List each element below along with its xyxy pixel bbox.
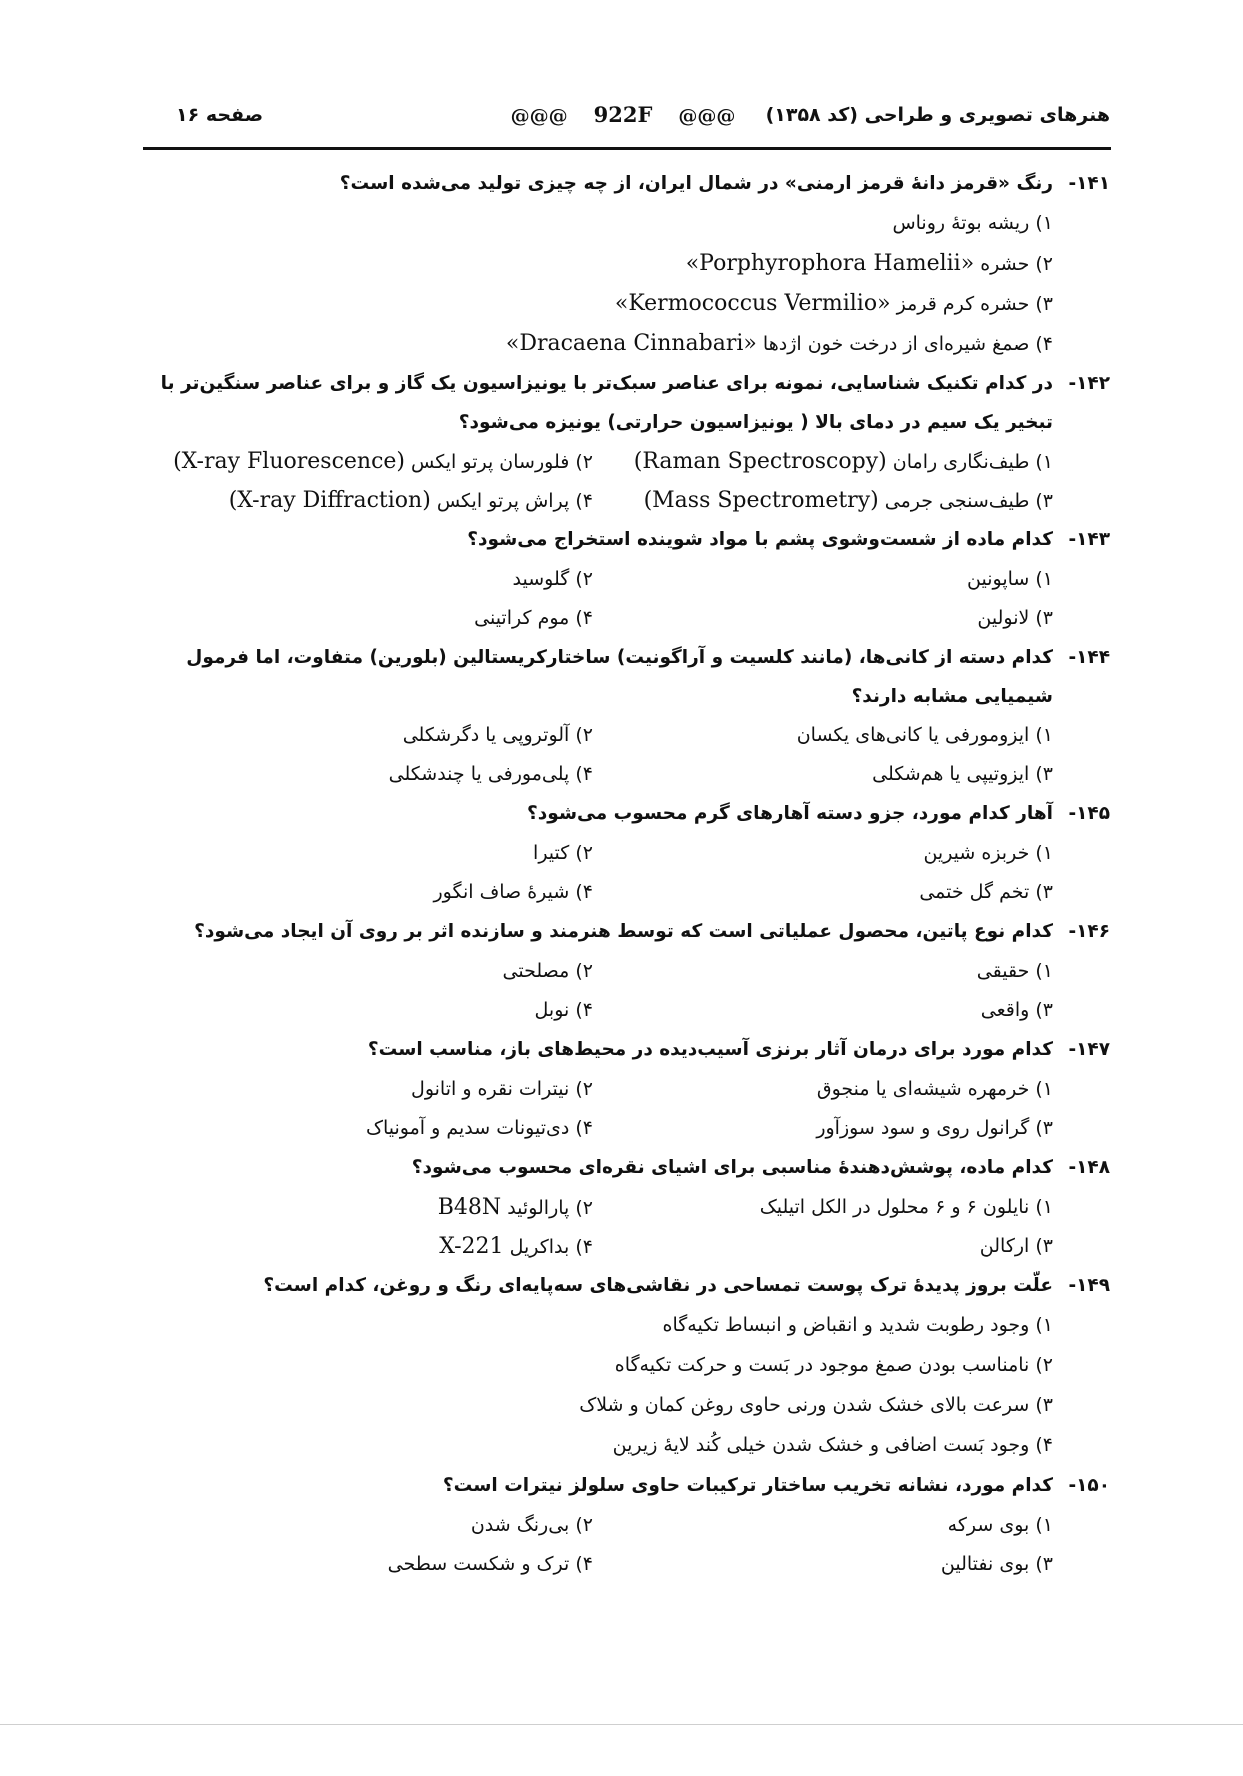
question-text: در کدام تکنیک شناسایی، نمونه برای عناصر سبک‌تر با یونیزاسیون یک گاز و برای عناصر سنگین‌تر با تبخیر یک سیم در دمای بالا ( یونیزاسیون حرارتی) یونیزه می‌شود؟ [160,373,1053,433]
question-number: ۱۴۱- [1068,173,1110,194]
option-2 [173,442,593,481]
question-number: ۱۵۰- [1068,1475,1110,1496]
option-2: ۲) گلوسید [512,568,593,590]
option-3: ۳) تخم گل ختمی [919,881,1053,903]
question-number: ۱۴۴- [1068,647,1110,668]
question-144 [125,638,1110,794]
question-text: رنگ «قرمز دانهٔ قرمز ارمنی» در شمال ایران، از چه چیزی تولید می‌شده است؟ [339,173,1053,194]
question-148 [125,1148,1110,1266]
option-2 [173,1188,593,1227]
option-list [125,442,1110,520]
option-3 [125,284,1053,324]
option-4: ۴) موم کراتینی [474,607,593,629]
option-3: ۳) ایزوتیپی یا هم‌شکلی [872,763,1053,785]
question-147 [125,1030,1110,1148]
option-1 [593,1188,1053,1227]
option-4: ۴) پلی‌مورفی یا چندشکلی [388,763,593,785]
option-1: ۱) حقیقی [976,960,1053,982]
marks-left: @@@ [510,105,568,127]
question-number: ۱۴۸- [1068,1157,1110,1178]
option-list [125,716,1110,794]
option-latin-term: (X-ray Fluorescence) [173,449,406,474]
option-list [125,834,1110,912]
question-list [125,164,1110,1584]
option-4: ۴) وجود بَست اضافی و خشک شدن خیلی کُند لایهٔ زیرین [612,1434,1053,1456]
option-3 [593,1227,1053,1266]
option-list [125,560,1110,638]
option-2: ۲) نامناسب بودن صمغ موجود در بَست و حرکت تکیه‌گاه [614,1354,1053,1376]
option-4: ۴) نوبل [534,999,593,1021]
exam-code: 922F [593,102,653,127]
option-2: ۲) نیترات نقره و اتانول [411,1078,593,1100]
option-latin-term: «Porphyrophora Hamelii» [685,251,975,276]
option-1 [593,442,1053,481]
exam-code-block [498,102,748,127]
option-2: ۲) بی‌رنگ شدن [470,1514,593,1536]
option-3: ۳) واقعی [980,999,1053,1021]
question-number: ۱۴۷- [1068,1039,1110,1060]
option-latin-term: «Kermococcus Vermilio» [614,291,891,316]
question-text: کدام ماده، پوشش‌دهندهٔ مناسبی برای اشیای نقره‌ای محسوب می‌شود؟ [411,1157,1053,1178]
option-label: ۴) صمغ شیره‌ای از درخت خون اژدها [756,333,1053,355]
question-text: آهار کدام مورد، جزو دسته آهارهای گرم محسوب می‌شود؟ [527,803,1053,824]
question-number: ۱۴۹- [1068,1275,1110,1296]
question-150 [125,1466,1110,1584]
option-label: ۴) پراش پرتو ایکس [430,490,593,512]
option-list [125,952,1110,1030]
option-label: ۳) حشره کرم قرمز [890,293,1053,315]
page-number: صفحه ۱۶ [176,104,264,126]
option-3 [593,481,1053,520]
option-label: ۲) فلورسان پرتو ایکس [405,451,593,473]
option-label: ۱) نایلون ۶ و ۶ محلول در الکل اتیلیک [759,1196,1053,1218]
option-1: ۱) خرمهره شیشه‌ای یا منجوق [816,1078,1053,1100]
option-latin-term: «Dracaena Cinnabari» [505,331,757,356]
question-number: ۱۴۵- [1068,803,1110,824]
question-text: کدام مورد، نشانه تخریب ساختار ترکیبات حاوی سلولز نیترات است؟ [442,1475,1053,1496]
exam-title: هنرهای تصویری و طراحی (کد ۱۳۵۸) [765,104,1110,126]
option-latin-term: (X-ray Diffraction) [228,488,431,513]
question-143 [125,520,1110,638]
option-1: ۱) وجود رطوبت شدید و انقباض و انبساط تکیه‌گاه [662,1314,1053,1336]
question-text: کدام ماده از شست‌وشوی پشم با مواد شوینده استخراج می‌شود؟ [467,529,1053,550]
option-label: ۴) بداکریل [503,1236,593,1258]
option-label: ۲) حشره [974,253,1053,275]
question-141 [125,164,1110,364]
option-label: ۳) طیف‌سنجی جرمی [878,490,1053,512]
option-1: ۱) بوی سرکه [947,1514,1053,1536]
option-4 [125,324,1053,364]
question-149 [125,1266,1110,1466]
option-label: ۱) طیف‌نگاری رامان [886,451,1053,473]
page-bottom-divider [0,1724,1243,1725]
marks-right: @@@ [678,105,736,127]
question-text: کدام نوع پاتین، محصول عملیاتی است که توسط هنرمند و سازنده اثر بر روی آن ایجاد می‌شود؟ [194,921,1053,942]
option-label: ۲) پارالوئید [501,1197,593,1219]
question-146 [125,912,1110,1030]
question-142 [125,364,1110,520]
question-number: ۱۴۲- [1068,373,1110,394]
option-list [125,1070,1110,1148]
question-text: کدام دسته از کانی‌ها، (مانند کلسیت و آراگونیت) ساختارکریستالین (بلورین) متفاوت، اما فرمول شیمیایی مشابه دارند؟ [186,647,1053,707]
option-label: ۳) ارکالن [979,1235,1053,1257]
question-number: ۱۴۳- [1068,529,1110,550]
option-2: ۲) مصلحتی [502,960,593,982]
option-1 [125,204,1053,244]
option-latin-term: (Mass Spectrometry) [643,488,879,513]
option-latin-term: (Raman Spectroscopy) [633,449,887,474]
option-4: ۴) شیرهٔ صاف انگور [433,881,593,903]
option-1: ۱) خربزه شیرین [923,842,1053,864]
option-4 [173,481,593,520]
option-3: ۳) لانولین [977,607,1053,629]
option-latin-term: B48N [437,1195,502,1220]
option-latin-term: X-221 [439,1234,504,1259]
option-1: ۱) ایزومورفی یا کانی‌های یکسان [796,724,1053,746]
option-list [125,1188,1110,1266]
option-list [125,204,1110,364]
option-2: ۲) کتیرا [533,842,593,864]
header-divider [143,147,1111,150]
question-145 [125,794,1110,912]
option-3: ۳) گرانول روی و سود سوزآور [816,1117,1053,1139]
question-number: ۱۴۶- [1068,921,1110,942]
option-2 [125,244,1053,284]
option-list [125,1506,1110,1584]
question-text: کدام مورد برای درمان آثار برنزی آسیب‌دیده در محیط‌های باز، مناسب است؟ [367,1039,1053,1060]
option-label: ۱) ریشه بوتهٔ روناس [892,212,1053,234]
option-3: ۳) بوی نفتالین [940,1553,1053,1575]
option-3: ۳) سرعت بالای خشک شدن ورنی حاوی روغن کمان و شلاک [579,1394,1053,1416]
page-header [140,96,1110,136]
question-text: علّت بروز پدیدهٔ ترک پوست تمساحی در نقاشی‌های سه‌پایه‌ای رنگ و روغن، کدام است؟ [263,1275,1053,1296]
option-2: ۲) آلوتروپی یا دگرشکلی [402,724,593,746]
option-list [125,1306,1110,1466]
option-4: ۴) دی‌تیونات سدیم و آمونیاک [365,1117,593,1139]
option-4: ۴) ترک و شکست سطحی [387,1553,593,1575]
option-4 [173,1227,593,1266]
option-1: ۱) ساپونین [967,568,1053,590]
